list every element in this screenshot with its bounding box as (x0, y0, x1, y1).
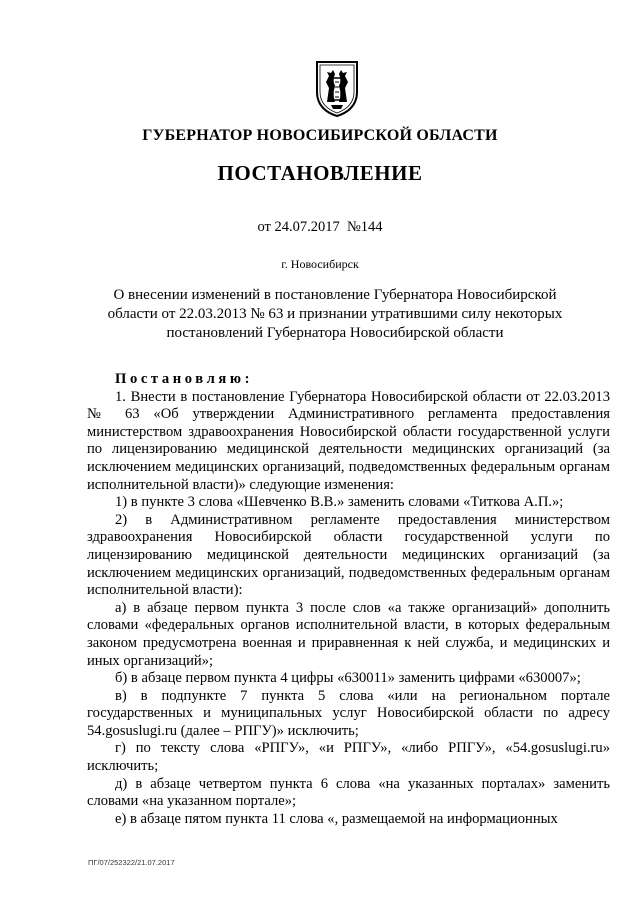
city: г. Новосибирск (281, 257, 359, 271)
paragraph: 2) в Административном регламенте предоставления министерством здравоохранения Новосибирской области государственной услуги по лицензированию медицинской деятельности медицинских организаций (за исключением медицинских организаций, подведомственных федеральным органам исполнительной власти): (87, 511, 610, 599)
date-number-line: от 24.07.2017 №144 (257, 219, 383, 235)
paragraph: а) в абзаце первом пункта 3 после слов «а также организаций» дополнить словами «федеральных органов исполнительной власти, в которых федеральным законом предусмотрена военная и приравненная к ней служба, и медицинских и иных организаций»; (87, 599, 610, 669)
document-type: ПОСТАНОВЛЕНИЕ (217, 161, 423, 185)
paragraph: е) в абзаце пятом пункта 11 слова «, размещаемой на информационных (115, 810, 558, 827)
paragraph: г) по тексту слова «РПГУ», «и РПГУ», «либо РПГУ», «54.gosuslugi.ru» исключить; (87, 740, 610, 775)
paragraph: 1) в пункте 3 слова «Шевченко В.В.» заменить словами «Титкова А.П.»; (115, 494, 564, 511)
coat-of-arms-icon (313, 58, 361, 118)
paragraph: д) в абзаце четвертом пункта 6 слова «на указанных порталах» заменить словами «на указанном портале»; (87, 775, 610, 810)
paragraph: в) в подпункте 7 пункта 5 слова «или на региональном портале государственных и муниципальных услуг Новосибирской области по адресу 54.gosuslugi.ru (далее – РПГУ)» исключить; (87, 687, 610, 739)
paragraph: 1. Внести в постановление Губернатора Новосибирской области от 22.03.2013 № 63 «Об утверждении Административного регламента предоставления министерством здравоохранения Новосибирской области государственной услуги по лицензированию медицинской деятельности медицинских организаций (за исключением медицинских организаций, подведомственных федеральным органам исполнительной власти)» следующие изменения: (87, 388, 610, 493)
document-code: ПГ/07/252322/21.07.2017 (88, 858, 175, 867)
document-body (87, 371, 610, 828)
document-subject: О внесении изменений в постановление Губернатора Новосибирской области от 22.03.2013 № 63 и признании утратившими силу некоторых постановлений Губернатора Новосибирской области (107, 287, 563, 341)
issuing-authority: ГУБЕРНАТОР НОВОСИБИРСКОЙ ОБЛАСТИ (142, 127, 498, 144)
decree-word: Постановляю: (115, 371, 254, 387)
paragraph: б) в абзаце первом пункта 4 цифры «630011» заменить цифрами «630007»; (115, 670, 581, 687)
